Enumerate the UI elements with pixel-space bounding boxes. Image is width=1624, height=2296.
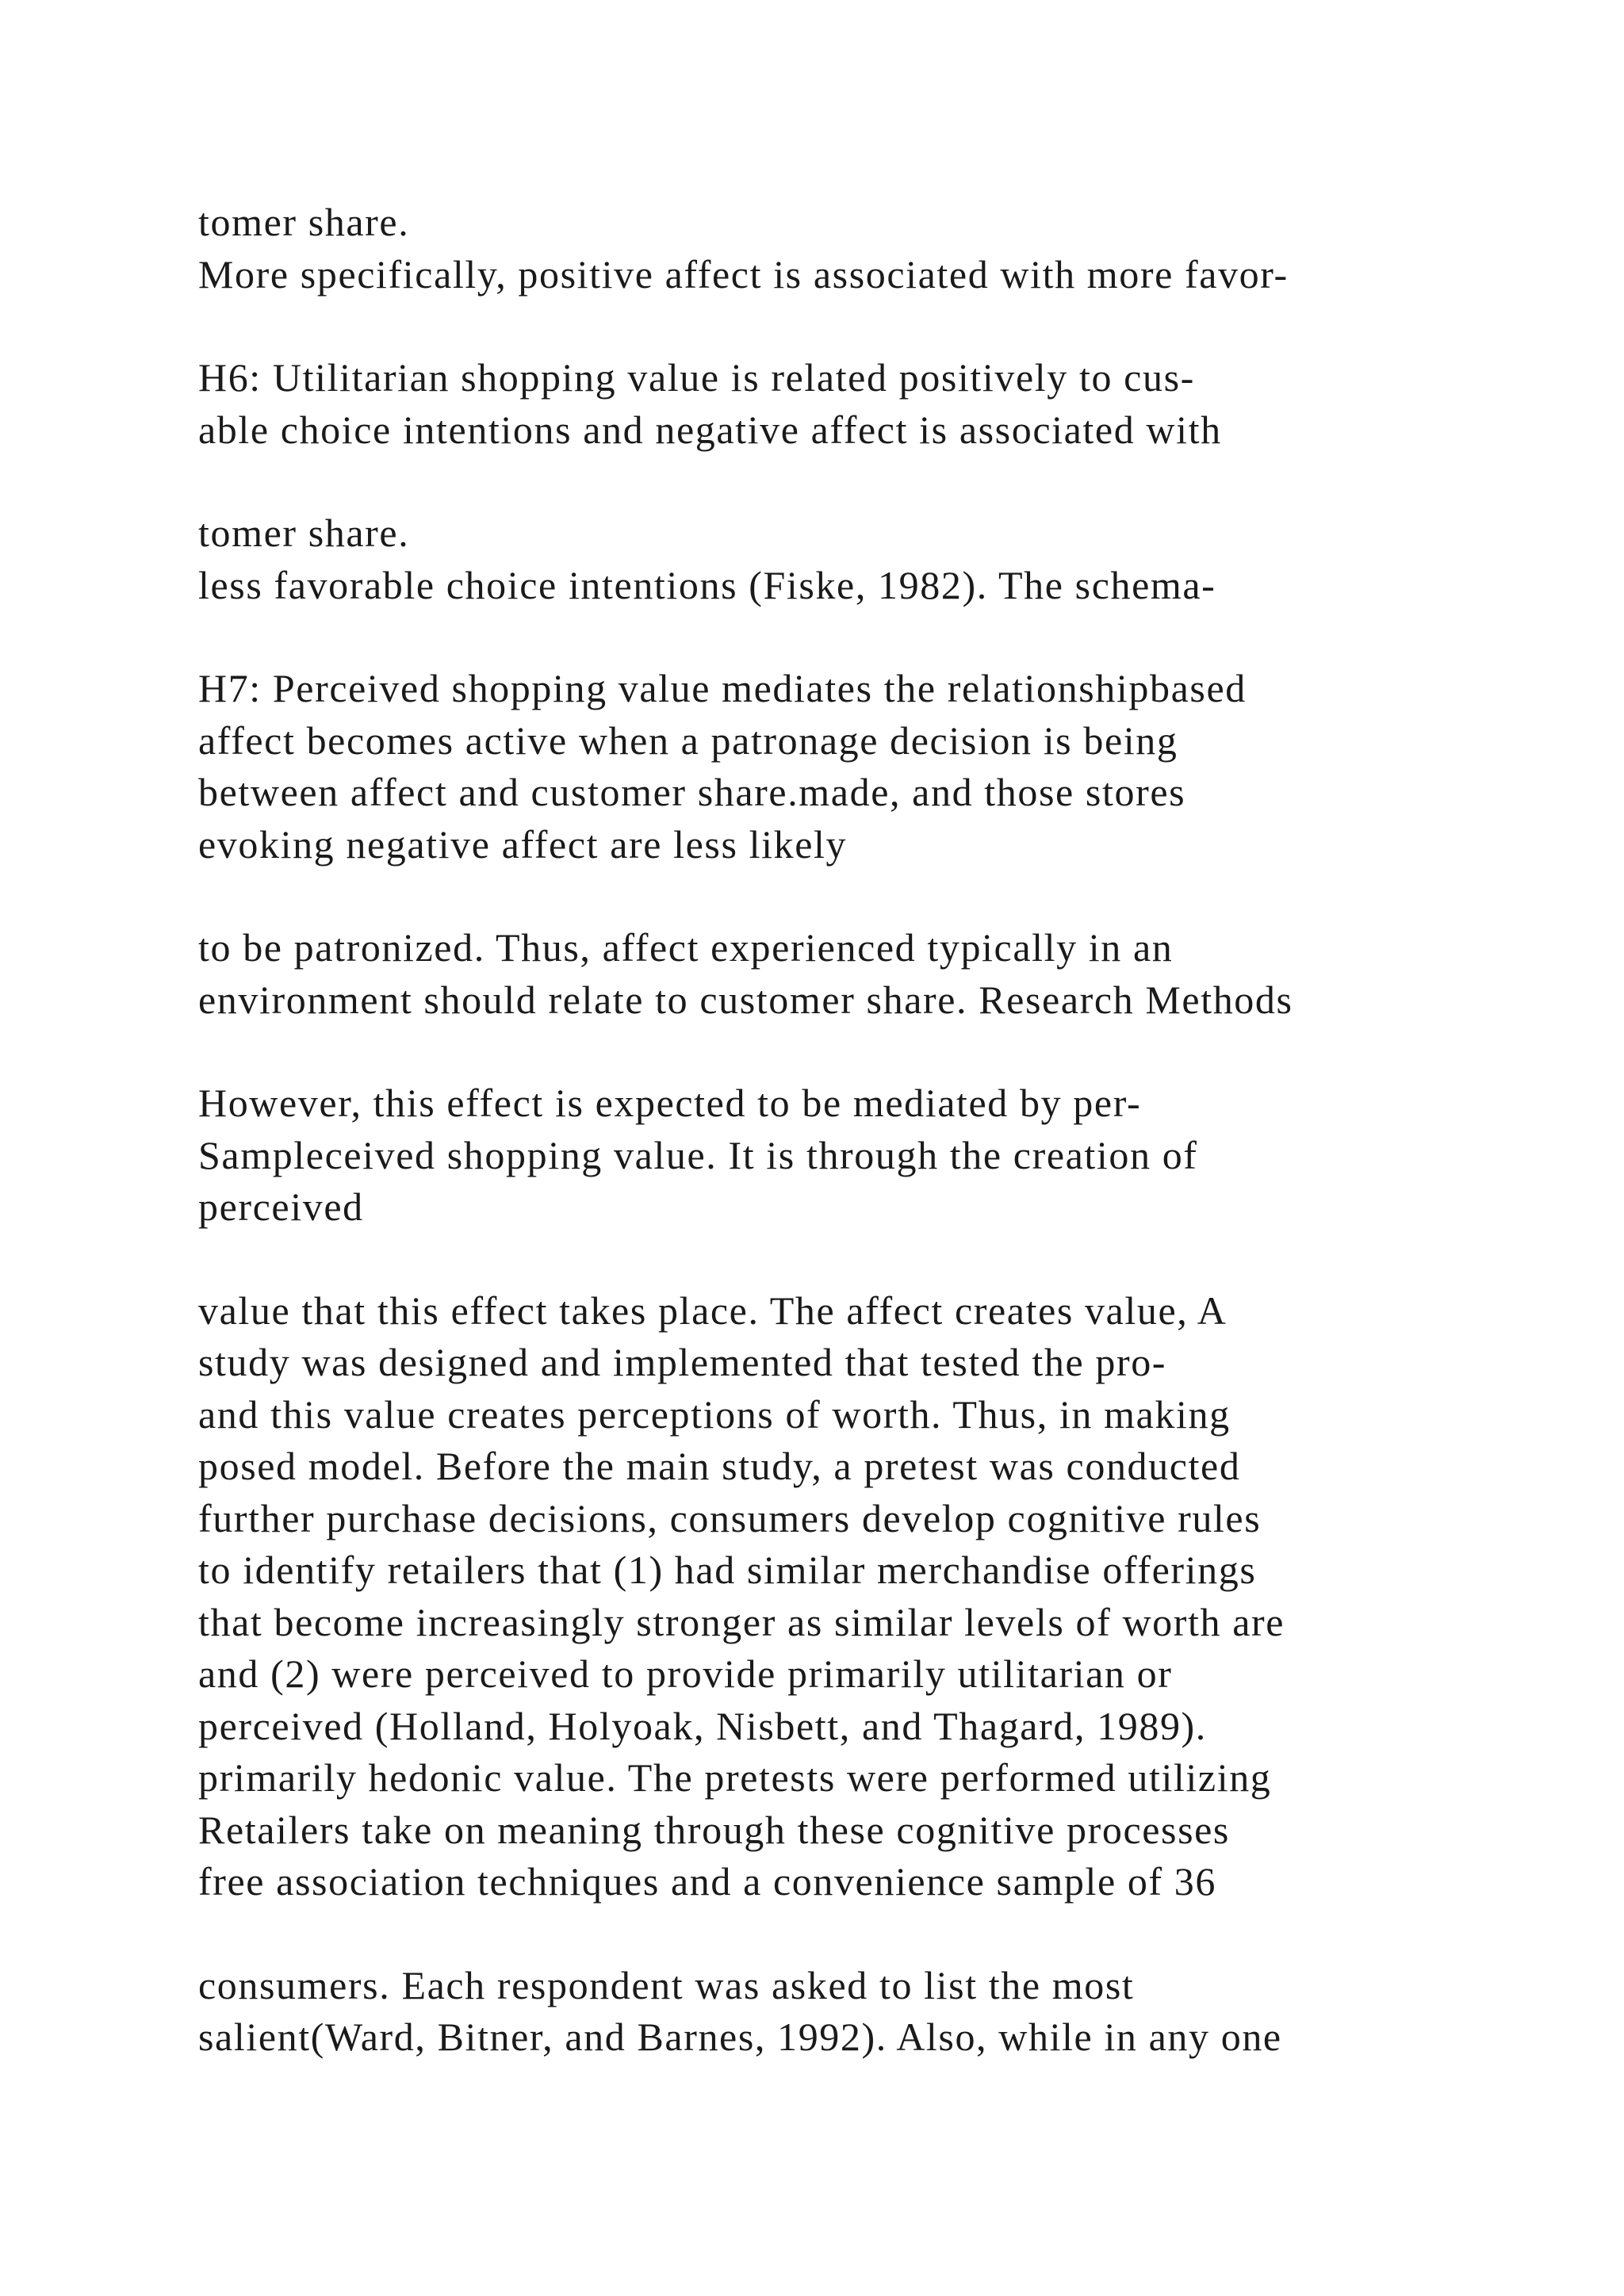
text-line: value that this effect takes place. The affect creates value, A [198,1288,1228,1333]
text-line: free association techniques and a convenience sample of 36 [198,1859,1216,1904]
text-line: that become increasingly stronger as similar levels of worth are [198,1599,1285,1644]
text-line: able choice intentions and negative affect is associated with [198,407,1222,452]
paragraph [198,1960,1499,2064]
text-line: to be patronized. Thus, affect experienced typically in an [198,925,1174,970]
text-line: environment should relate to customer share. Research Methods [198,977,1293,1022]
text-line: H7: Perceived shopping value mediates the relationshipbased [198,666,1247,710]
paragraph [198,1077,1499,1234]
paragraph [198,197,1499,300]
text-line: Sampleceived shopping value. It is through the creation of [198,1132,1198,1177]
paragraph [198,922,1499,1026]
text-line: primarily hedonic value. The pretests were performed utilizing [198,1755,1272,1800]
text-line: tomer share. [198,511,410,555]
text-line: affect becomes active when a patronage decision is being [198,718,1178,763]
text-line: less favorable choice intentions (Fiske, 1982). The schema- [198,562,1216,607]
paragraph [198,352,1499,456]
paragraph [198,663,1499,871]
text-line: and (2) were perceived to provide primarily utilitarian or [198,1651,1173,1696]
text-line: However, this effect is expected to be mediated by per- [198,1081,1142,1125]
text-line: posed model. Before the main study, a pretest was conducted [198,1444,1241,1488]
text-line: to identify retailers that (1) had similar merchandise offerings [198,1548,1257,1592]
text-line: perceived (Holland, Holyoak, Nisbett, and Thagard, 1989). [198,1703,1207,1748]
text-line: study was designed and implemented that tested the pro- [198,1340,1167,1384]
text-line: and this value creates perceptions of worth. Thus, in making [198,1391,1231,1437]
text-line: tomer share. [198,200,410,244]
text-line: evoking negative affect are less likely [198,821,848,867]
text-line: salient(Ward, Bitner, and Barnes, 1992). Also, while in any one [198,2015,1282,2059]
paragraph [198,507,1499,611]
text-line: H6: Utilitarian shopping value is related positively to cus- [198,355,1195,400]
text-line: More specifically, positive affect is associated with more favor- [198,251,1289,297]
text-line: further purchase decisions, consumers develop cognitive rules [198,1495,1262,1540]
text-line: Retailers take on meaning through these cognitive processes [198,1807,1230,1852]
text-line: consumers. Each respondent was asked to list the most [198,1962,1135,2007]
text-line: perceived [198,1184,364,1229]
body-text [198,197,1499,2115]
paragraph [198,1285,1499,1908]
text-line: between affect and customer share.made, and those stores [198,770,1186,814]
